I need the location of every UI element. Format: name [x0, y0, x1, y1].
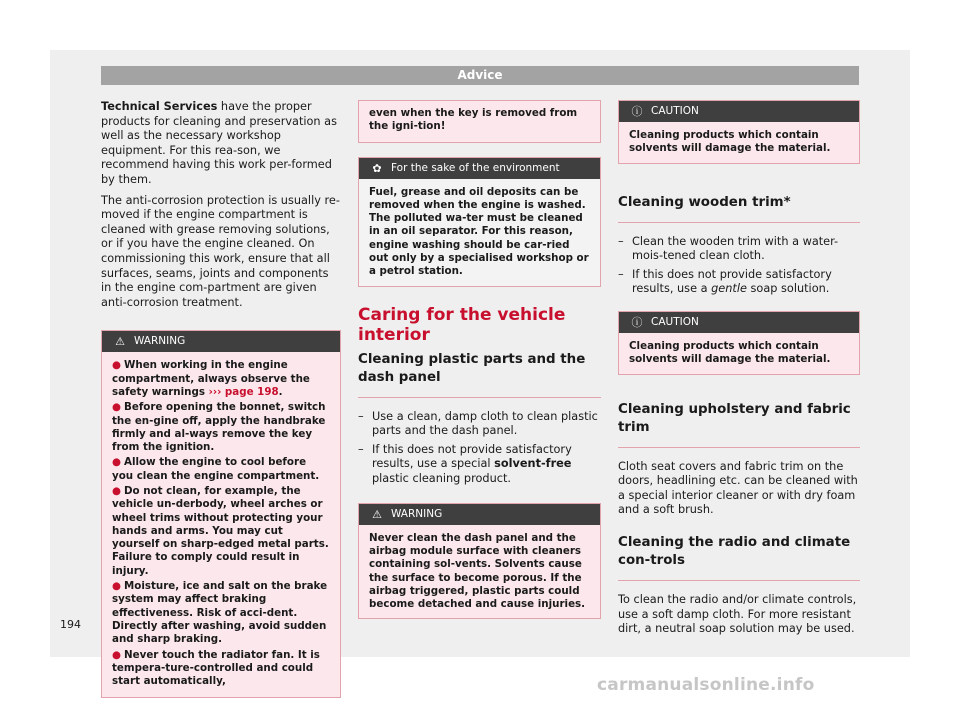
- warning-box-airbag: [358, 503, 601, 620]
- caution-box-header: [619, 312, 859, 333]
- section-title: Caring for the vehicle interior: [358, 304, 566, 345]
- warning-box-continued: [358, 100, 601, 143]
- caution-box-header: [619, 101, 859, 122]
- subsection-title-upholstery: Cleaning upholstery and fabric trim: [618, 401, 860, 448]
- page-header: Advice: [101, 66, 859, 85]
- environment-box: [358, 157, 601, 287]
- warning-item: ● Never touch the radiator fan. It is tempera-ture-controlled and could start automatically,: [112, 648, 320, 688]
- step-item: – If this does not provide satisfactory results, use a special solvent-free plastic cleaning product.: [358, 442, 572, 486]
- page-reference-link[interactable]: ››› page 198: [208, 385, 279, 398]
- environment-flower-icon: ✿: [372, 161, 382, 175]
- column-3: [618, 100, 860, 643]
- paragraph-upholstery: Cloth seat covers and fabric trim on the doors, headlining etc. can be cleaned with a special interior cleaner or with dry foam and a soft brush.: [618, 459, 858, 517]
- environment-box-body: Fuel, grease and oil deposits can be removed when the engine is washed. The polluted wa-ter must be cleaned in an oil separator. For this reason, engine washing should be car-ried out only by a specialised workshop or a petrol station.: [359, 179, 600, 286]
- warning-item: ● Before opening the bonnet, switch the en-gine off, apply the handbrake firmly and al-ways remove the key from the ignition.: [112, 401, 326, 454]
- column-1: [101, 100, 341, 698]
- caution-box-1: [618, 100, 860, 164]
- warning-box-engine: [101, 330, 341, 698]
- warning-box-header: [359, 504, 600, 525]
- warning-title: WARNING: [134, 335, 186, 348]
- caution-circle-icon: ⓘ: [631, 315, 643, 329]
- technical-services-term: Technical Services: [101, 100, 218, 113]
- warning-box-header: [102, 331, 340, 352]
- warning-item: ● Do not clean, for example, the vehicle un-derbody, wheel arches or wheel trims without protecting your hands and arms. You may cut yourself on sharp-edged metal parts. Failure to comply could result in injury.: [112, 484, 329, 577]
- warning-item: ● When working in the engine compartment, always observe the safety warnings ››› page 198.: [112, 359, 310, 398]
- column-2: [358, 100, 601, 619]
- paragraph-anti-corrosion: The anti-corrosion protection is usually re-moved if the engine compartment is cleaned with grease removing solutions, or if you have the engine cleaned. On commissioning this work, ensure that all surfaces, seams, joints and components in the engine com-partment are given anti-corrosion treatment.: [101, 193, 340, 309]
- warning-triangle-icon: ⚠: [115, 335, 125, 349]
- warning-continued-body: even when the key is removed from the igni-tion!: [359, 101, 600, 142]
- paragraph-technical-services: [101, 100, 341, 188]
- warning-box-body: [102, 352, 340, 697]
- warning-title: WARNING: [391, 507, 443, 520]
- warning-item: ● Allow the engine to cool before you clean the engine compartment.: [112, 456, 320, 482]
- environment-box-header: [359, 158, 600, 179]
- step-item: – If this does not provide satisfactory results, use a gentle soap solution.: [618, 267, 832, 296]
- warning-box-body: Never clean the dash panel and the airbag module surface with cleaners containing sol-vents. Solvents cause the surface to become porous. If the airbag triggered, plastic parts could become detached and cause injuries.: [359, 525, 600, 619]
- caution-box-body: Cleaning products which contain solvents will damage the material.: [619, 333, 859, 374]
- watermark: carmanualsonline.info: [597, 675, 815, 695]
- caution-title: CAUTION: [651, 315, 699, 328]
- subsection-title-radio: Cleaning the radio and climate con-trols: [618, 534, 860, 581]
- caution-box-body: Cleaning products which contain solvents will damage the material.: [619, 122, 859, 163]
- subsection-title-wooden-trim: Cleaning wooden trim*: [618, 194, 860, 223]
- caution-circle-icon: ⓘ: [631, 105, 643, 118]
- warning-item: ● Moisture, ice and salt on the brake system may affect braking effectiveness. Risk of acci-dent. Directly after washing, avoid sudden and sharp braking.: [112, 580, 328, 646]
- paragraph-text: have the proper products for cleaning and preservation as well as the necessary workshop equipment. For this rea-son, we recommend having this work per-formed by them.: [101, 100, 337, 186]
- caution-title: CAUTION: [651, 105, 699, 117]
- subsection-title-plastic: Cleaning plastic parts and the dash panel: [358, 351, 601, 398]
- step-item: – Clean the wooden trim with a water-mois-tened clean cloth.: [618, 234, 839, 263]
- page-number: 194: [60, 618, 81, 631]
- warning-triangle-icon: ⚠: [372, 507, 382, 521]
- environment-title: For the sake of the environment: [391, 161, 560, 174]
- paragraph-radio: To clean the radio and/or climate controls, use a soft damp cloth. For more resistant dirt, a neutral soap solution may be used.: [618, 592, 857, 636]
- step-item: – Use a clean, damp cloth to clean plastic parts and the dash panel.: [358, 409, 598, 438]
- caution-box-2: [618, 311, 860, 375]
